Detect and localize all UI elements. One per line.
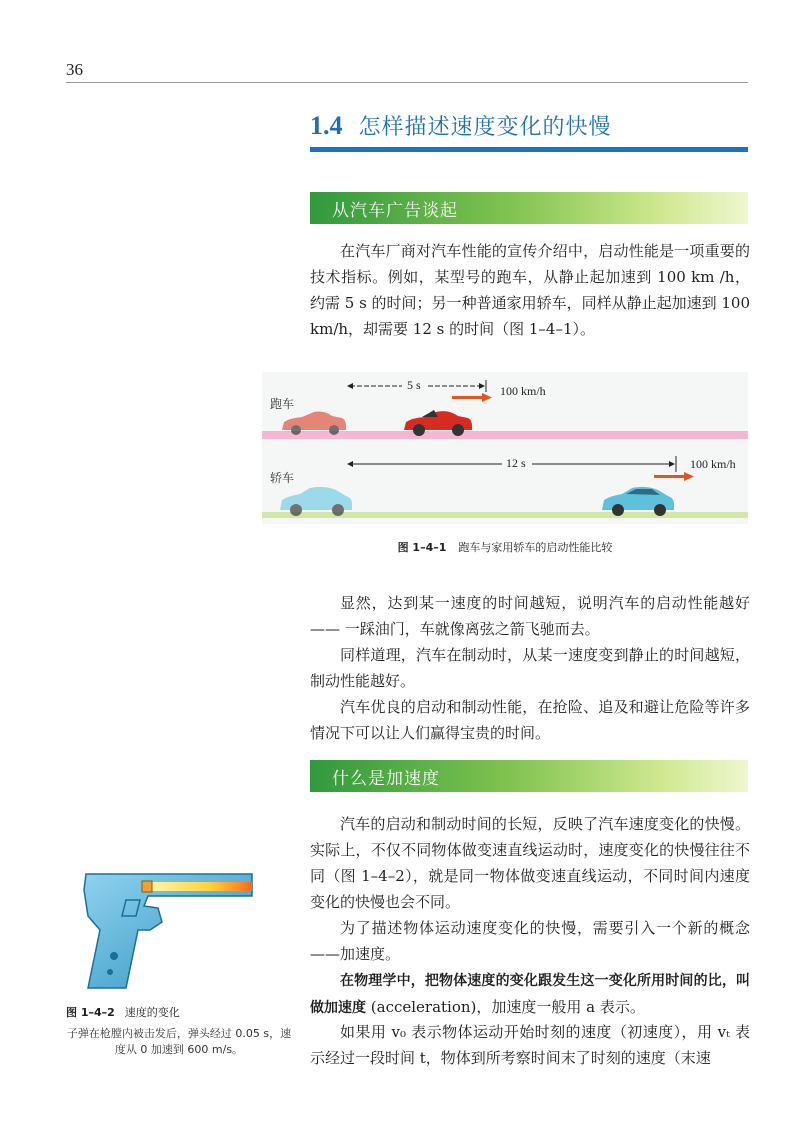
header-divider — [66, 82, 748, 83]
subhead-acceleration-text: 什么是加速度 — [332, 769, 440, 789]
definition-bold: 在物理学中，把物体速度的变化跟发生这一变化所用时间的比，叫做加速度 — [310, 973, 750, 1016]
subhead-ad — [310, 192, 748, 224]
figure1-label: 图 1–4–1 — [397, 541, 447, 554]
paragraph-intro: 在汽车厂商对汽车性能的宣传介绍中，启动性能是一项重要的技术指标。例如，某型号的跑车，从静止起加速到 100 km /h，约需 5 s 的时间；另一种普通家用轿车，同样从静止起加速到 100 km/h，却需要 12 s 的时间（图 1–4–1）。 — [310, 242, 750, 338]
section-number: 1.4 — [310, 111, 343, 140]
paragraph-braking: 同样道理，汽车在制动时，从某一速度变到静止的时间越短，制动性能越好。 — [310, 646, 750, 690]
subhead-ad-text: 从汽车广告谈起 — [332, 201, 458, 221]
subhead-acceleration — [310, 760, 748, 792]
definition-rest: (acceleration)，加速度一般用 a 表示。 — [366, 998, 645, 1016]
sports-speed-arrow — [452, 396, 482, 399]
title-underline — [310, 147, 748, 152]
section-heading: 怎样描述速度变化的快慢 — [358, 115, 612, 140]
paragraph-speed-change: 汽车的启动和制动时间的长短，反映了汽车速度变化的快慢。实际上，不仅不同物体做变速直线运动时，速度变化的快慢往往不同（图 1–4–2），就是同一物体做变速直线运动，不同时间内速度变化的快慢也会不同。 — [310, 815, 750, 911]
page-number: 36 — [66, 60, 83, 79]
figure1-caption — [262, 539, 748, 555]
figure2-note: 子弹在枪膛内被击发后，弹头经过 0.05 s，速度从 0 加速到 600 m/s。 — [66, 1027, 292, 1056]
figure2-caption-text: 速度的变化 — [124, 1006, 180, 1019]
sports-car-label: 跑车 — [270, 397, 295, 411]
sports-speed-label: 100 km/h — [500, 384, 546, 398]
figure1-caption-text: 跑车与家用轿车的启动性能比较 — [458, 541, 613, 554]
bullet-icon — [142, 881, 152, 892]
paragraph-definition — [310, 967, 750, 1021]
sedan-speed-label: 100 km/h — [690, 457, 736, 471]
figure2-label: 图 1–4–2 — [66, 1006, 115, 1019]
section-title — [310, 110, 612, 146]
sedan-speed-arrow — [654, 475, 684, 478]
sports-time-label: 5 s — [407, 378, 421, 392]
paragraph-benefit: 汽车优良的启动和制动性能，在抢险、追及和避让危险等许多情况下可以让人们赢得宝贵的时间。 — [310, 698, 750, 742]
figure-car-comparison — [262, 372, 748, 524]
paragraph-concept: 为了描述物体运动速度变化的快慢，需要引入一个新的概念——加速度。 — [310, 919, 750, 963]
sedan-time-label: 12 s — [506, 456, 526, 470]
figure-pistol — [66, 860, 276, 1000]
figure2-caption — [66, 1004, 286, 1020]
bullet-path — [148, 882, 252, 891]
paragraph-symbols: 如果用 v₀ 表示物体运动开始时刻的速度（初速度），用 vₜ 表示经过一段时间 t，物体到所考察时间末了时刻的速度（末速 — [310, 1023, 750, 1067]
sedan-label: 轿车 — [270, 471, 295, 485]
pistol-icon — [84, 874, 252, 988]
paragraph-startup: 显然，达到某一速度的时间越短，说明汽车的启动性能越好 —— 一踩油门，车就像离弦之箭飞驰而去。 — [310, 594, 750, 638]
